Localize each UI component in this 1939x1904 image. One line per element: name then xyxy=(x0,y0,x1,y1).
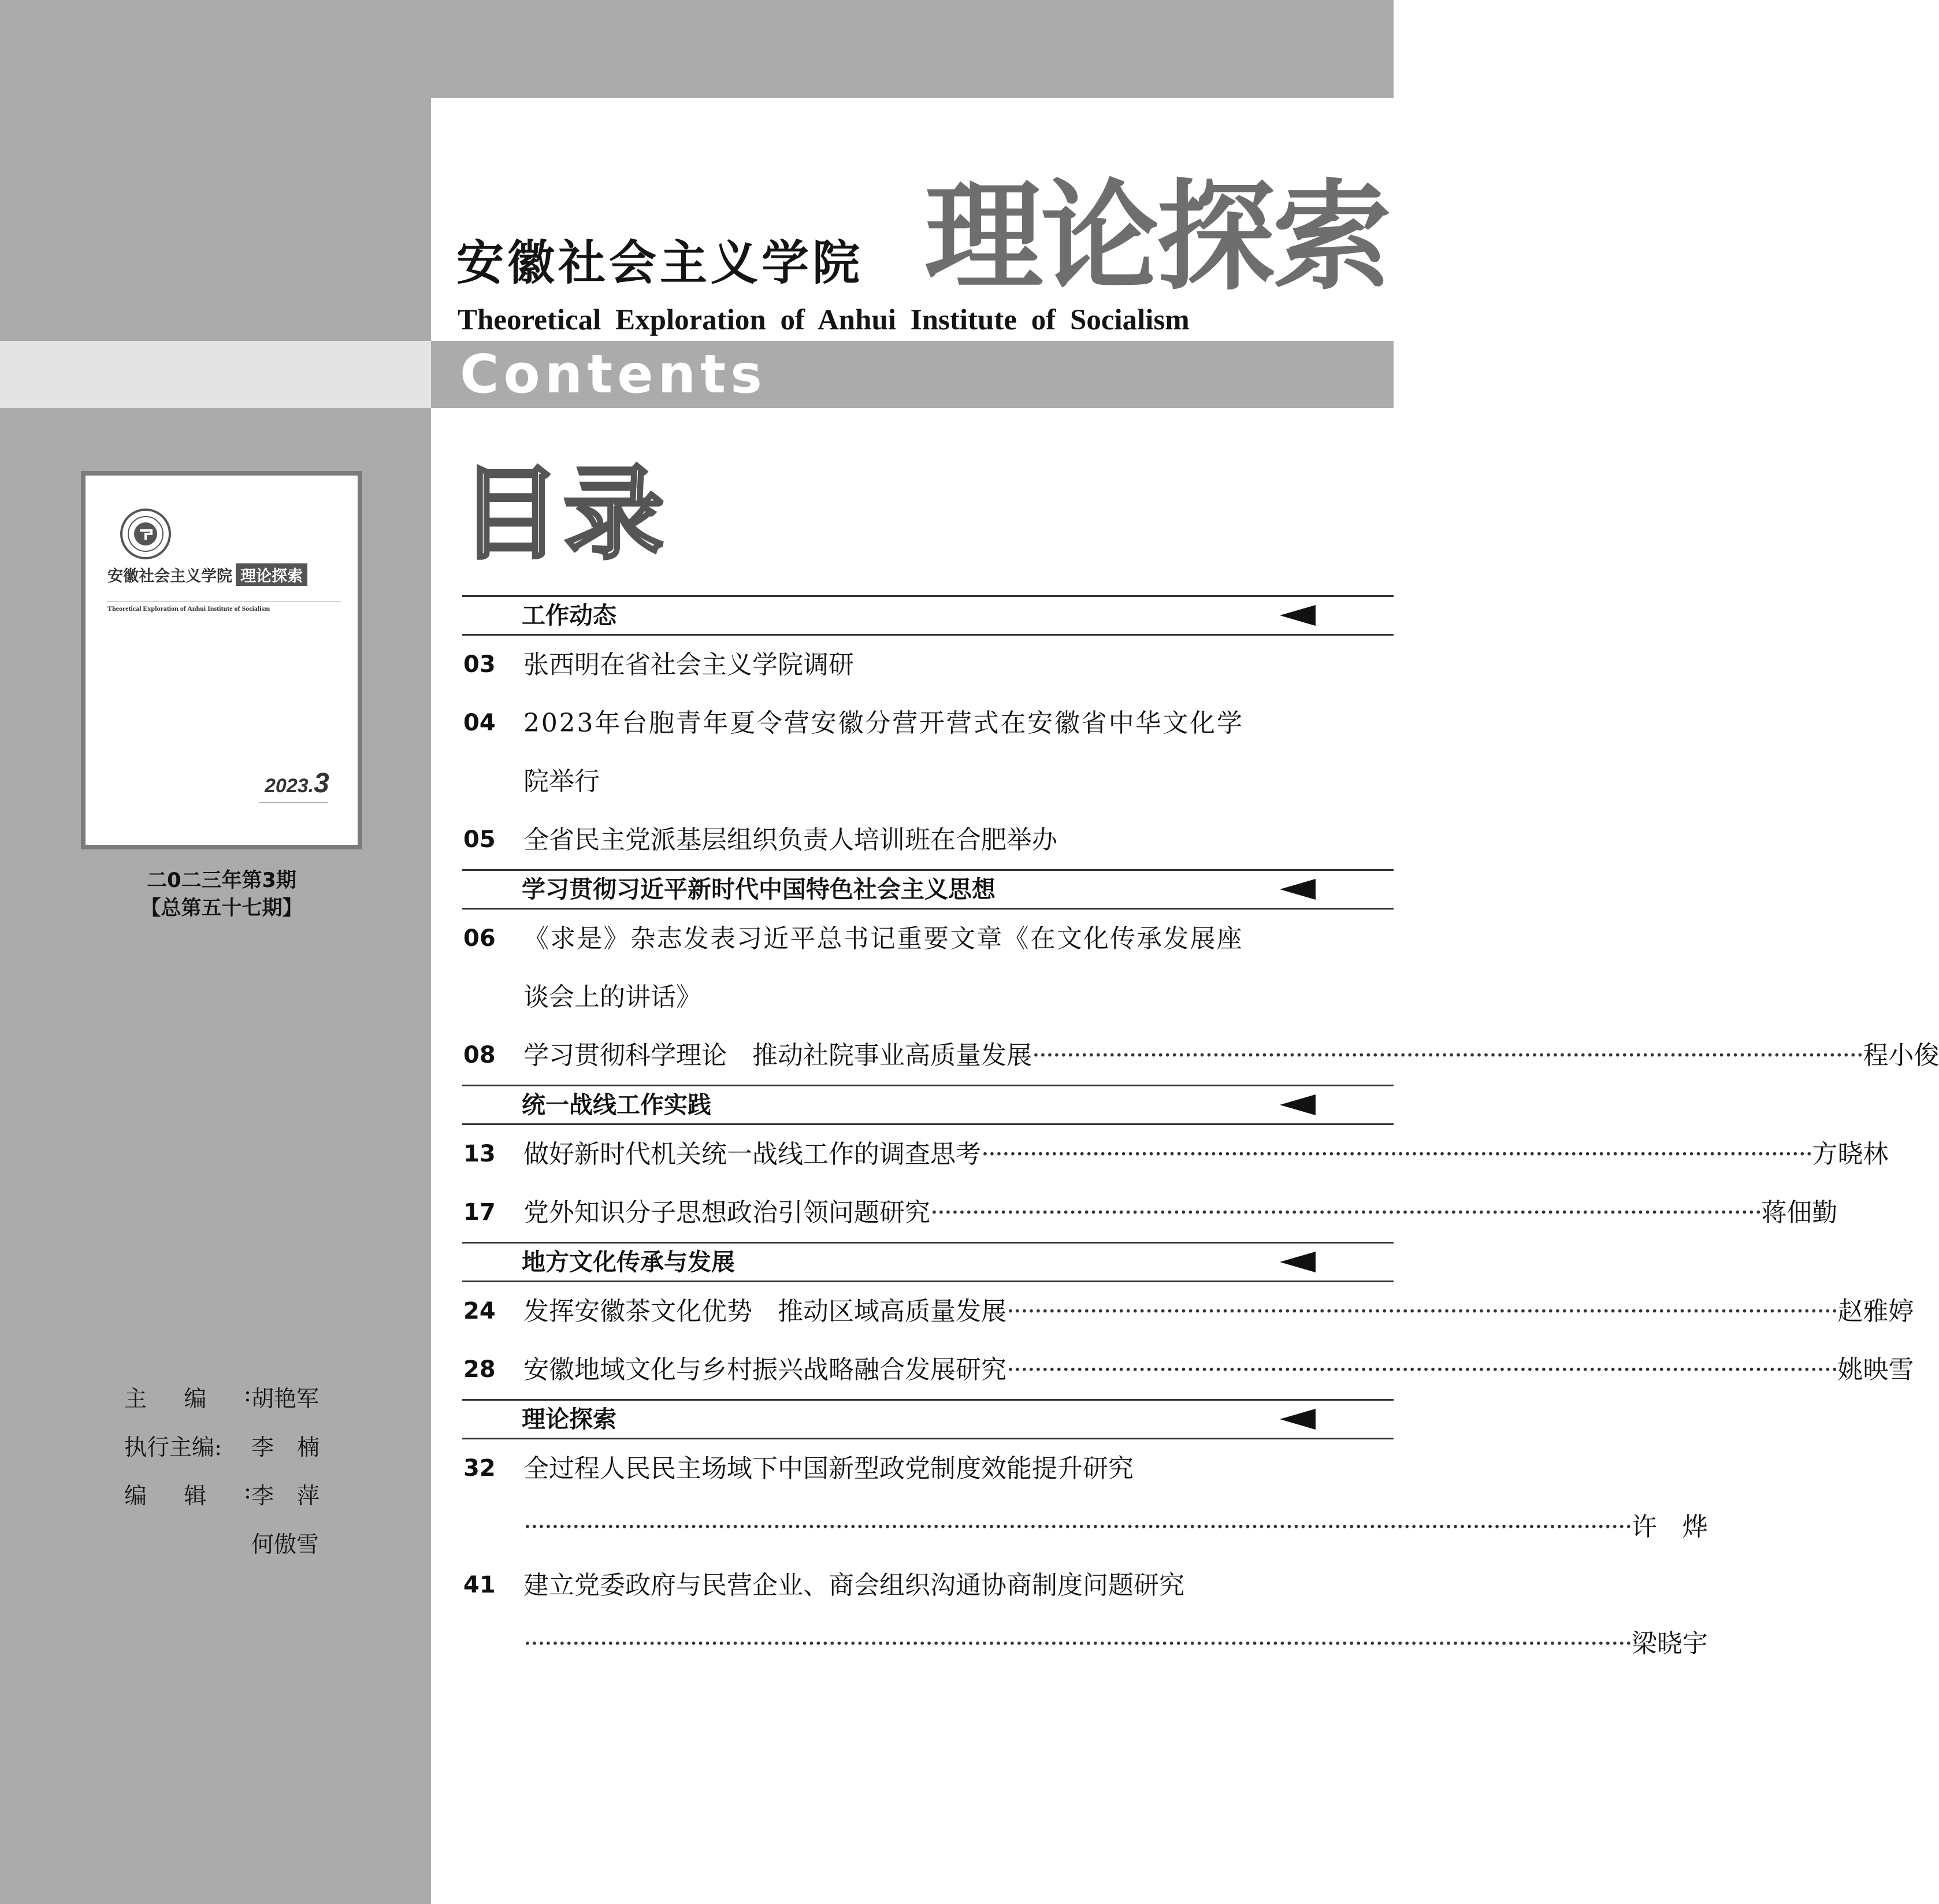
cover-issue-rule xyxy=(259,802,328,803)
cover-issue-number: 3 xyxy=(314,768,329,799)
toc-author-line xyxy=(462,1498,1708,1556)
toc-page-number: 04 xyxy=(463,710,496,736)
section-title: 工作动态 xyxy=(522,602,616,629)
toc-text xyxy=(523,1556,1242,1614)
toc-author: 方晓林 xyxy=(1812,1140,1889,1169)
toc-entry[interactable] xyxy=(462,1183,1838,1242)
section-header xyxy=(462,595,1394,636)
toc-text xyxy=(523,811,1242,869)
section-arrow-icon xyxy=(1280,1409,1316,1430)
toc-text xyxy=(523,1614,1708,1673)
contents-heading: Contents xyxy=(460,343,767,405)
toc-entry[interactable] xyxy=(462,636,1242,694)
section-arrow-icon xyxy=(1280,605,1316,626)
toc-page-number: 05 xyxy=(463,826,496,853)
toc-title: 张西明在省社会主义学院调研 xyxy=(523,650,854,680)
toc-author: 梁晓宇 xyxy=(1631,1629,1708,1658)
toc-author: 蒋佃勤 xyxy=(1761,1198,1838,1227)
toc-leader-dots: ························································································································ xyxy=(981,1140,1812,1169)
toc-title: 党外知识分子思想政治引领问题研究 xyxy=(523,1198,930,1227)
toc-title: 2 0 2 3 年 台 胞 青 年 夏 令 营 安 徽 分 营 开 营 式 在 安 徽 省 中 华 文 化 学 xyxy=(523,708,1242,738)
toc-page-number: 08 xyxy=(463,1042,496,1068)
editor-label: 主 编 : xyxy=(124,1381,251,1412)
toc-entry[interactable] xyxy=(462,1125,1889,1183)
toc-page-number: 13 xyxy=(463,1141,496,1167)
mulu-heading: 目录 xyxy=(460,456,667,573)
toc-leader-dots: ························································································································ xyxy=(930,1198,1762,1227)
journal-title-english: Theoretical Exploration of Anhui Institute of Socialism xyxy=(458,304,1190,336)
toc-title-continuation: 院举行 xyxy=(523,767,600,796)
left-light-band xyxy=(0,341,431,408)
toc-text xyxy=(523,694,1242,752)
cover-title xyxy=(107,563,307,586)
journal-title: 理论探索 xyxy=(924,168,1389,306)
toc-leader-dots: ································································································································································ xyxy=(523,1629,1632,1658)
editor-name: 何傲雪 xyxy=(251,1532,320,1558)
toc-title: 发挥安徽茶文化优势 推动区域高质量发展 xyxy=(523,1297,1006,1326)
toc-entry[interactable] xyxy=(462,1282,1914,1341)
issue-info xyxy=(81,867,362,922)
section-header xyxy=(462,869,1394,910)
cover-journal-title: 理论探索 xyxy=(236,563,307,586)
toc-title: 全过程人民民主场域下中国新型政党制度效能提升研究 xyxy=(523,1454,1134,1483)
toc-page-number: 24 xyxy=(463,1298,496,1324)
toc-text xyxy=(523,1498,1708,1556)
toc-text xyxy=(523,1026,1939,1085)
toc-text xyxy=(523,1183,1838,1242)
toc-title-continuation: 谈会上的讲话》 xyxy=(523,982,701,1012)
editor-label: 编 辑 : xyxy=(124,1478,251,1509)
toc-author: 程小俊 xyxy=(1863,1041,1939,1070)
toc-text xyxy=(523,636,1242,694)
toc-text xyxy=(523,968,1242,1026)
toc-page-number: 28 xyxy=(463,1356,496,1383)
toc-title: 全省民主党派基层组织负责人培训班在合肥举办 xyxy=(523,825,1057,855)
left-gray-column xyxy=(0,0,431,1904)
toc-title: 建立党委政府与民营企业、商会组织沟通协商制度问题研究 xyxy=(523,1571,1184,1600)
toc-entry[interactable] xyxy=(462,1026,1939,1085)
section-title: 统一战线工作实践 xyxy=(522,1091,711,1119)
section-header xyxy=(462,1399,1394,1439)
toc-entry[interactable] xyxy=(462,694,1242,752)
toc-page-number: 03 xyxy=(463,651,496,678)
toc-page-number: 06 xyxy=(463,925,496,952)
section-arrow-icon xyxy=(1280,879,1316,900)
section-title: 理论探索 xyxy=(522,1405,616,1433)
editor-label: 执行主编: xyxy=(124,1435,222,1461)
toc-entry-continuation xyxy=(462,752,1242,811)
table-of-contents xyxy=(462,595,1939,1673)
toc-entry[interactable] xyxy=(462,1439,1242,1498)
section-title: 学习贯彻习近平新时代中国特色社会主义思想 xyxy=(522,875,995,903)
toc-author: 许 烨 xyxy=(1631,1512,1708,1542)
cover-title-english: Theoretical Exploration of Anhui Institute of Socialism xyxy=(107,604,270,613)
section-header xyxy=(462,1242,1394,1282)
toc-leader-dots: ························································································································ xyxy=(1006,1355,1838,1385)
toc-leader-dots: ························································································································ xyxy=(1006,1297,1838,1326)
cover-thumbnail xyxy=(81,471,362,849)
cover-issue xyxy=(265,767,329,799)
toc-text xyxy=(523,1341,1914,1399)
toc-title: 安徽地域文化与乡村振兴战略融合发展研究 xyxy=(523,1355,1006,1385)
toc-author-line xyxy=(462,1614,1708,1673)
toc-title: 学习贯彻科学理论 推动社院事业高质量发展 xyxy=(523,1041,1032,1070)
toc-entry[interactable] xyxy=(462,910,1242,968)
section-arrow-icon xyxy=(1280,1252,1316,1272)
toc-author: 姚映雪 xyxy=(1837,1355,1914,1385)
total-issue-line: 【总第五十七期】 xyxy=(140,897,303,920)
toc-page-number: 41 xyxy=(463,1572,496,1598)
toc-title: 做好新时代机关统一战线工作的调查思考 xyxy=(523,1140,981,1169)
editor-name: 李 萍 xyxy=(251,1483,320,1509)
toc-text xyxy=(523,1125,1889,1183)
toc-entry[interactable] xyxy=(462,1341,1914,1399)
cover-institute-name: 安徽社会主义学院 xyxy=(107,567,232,585)
toc-leader-dots: ························································································································ xyxy=(1032,1041,1863,1070)
toc-title: 《 求 是 》 杂 志 发 表 习 近 平 总 书 记 重 要 文 章 《 在 文 化 传 承 发 展 座 xyxy=(523,924,1242,953)
toc-page-number: 32 xyxy=(463,1455,496,1482)
toc-author: 赵雅婷 xyxy=(1837,1297,1914,1326)
toc-text xyxy=(523,1282,1914,1341)
editor-name: 李 楠 xyxy=(251,1435,320,1461)
institute-name: 安徽社会主义学院 xyxy=(456,235,864,291)
section-arrow-icon xyxy=(1280,1094,1316,1115)
toc-page-number: 17 xyxy=(463,1199,496,1226)
section-title: 地方文化传承与发展 xyxy=(522,1248,735,1276)
toc-entry-continuation xyxy=(462,968,1242,1026)
toc-text xyxy=(523,1439,1242,1498)
toc-leader-dots: ································································································································································ xyxy=(523,1512,1632,1542)
editor-name: 胡艳军 xyxy=(251,1386,320,1412)
toc-text xyxy=(523,752,1242,811)
toc-entry[interactable] xyxy=(462,1556,1242,1614)
cover-issue-year: 2023. xyxy=(265,775,314,797)
toc-entry[interactable] xyxy=(462,811,1242,869)
toc-text xyxy=(523,910,1242,968)
issue-line: 二0二三年第3期 xyxy=(147,869,296,892)
institute-seal-icon xyxy=(119,507,172,561)
section-header xyxy=(462,1085,1394,1125)
